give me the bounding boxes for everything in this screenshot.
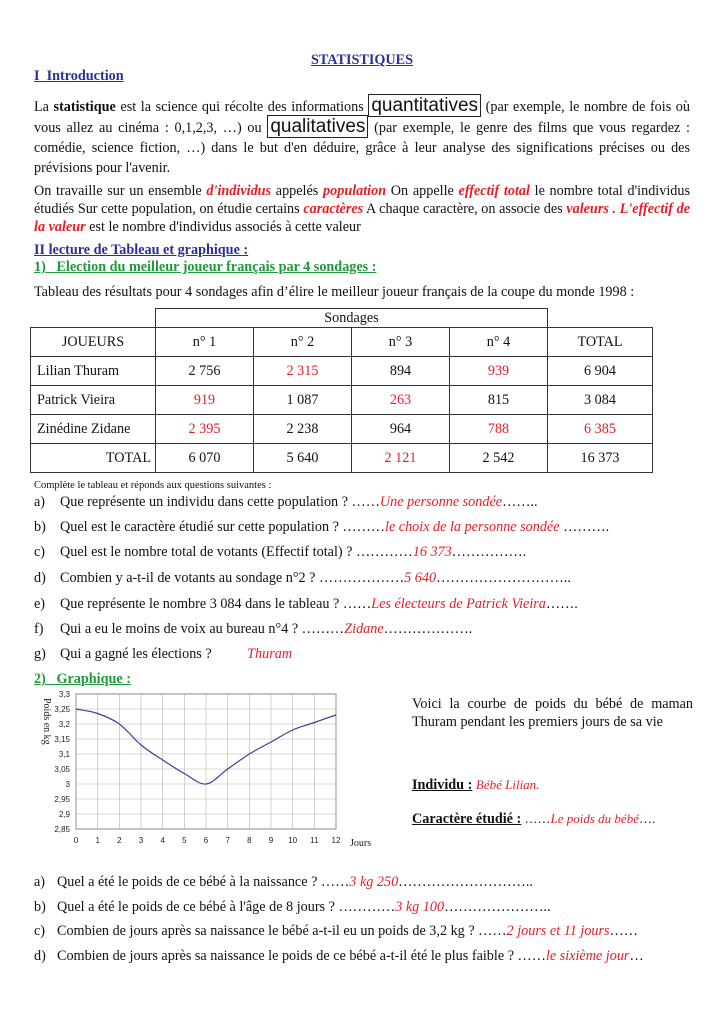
question-text: Qui a eu le moins de voix au bureau n°4 ? ……… <box>60 621 345 637</box>
chart-x-tick-label: 0 <box>73 836 79 845</box>
table-empty-corner <box>548 309 653 328</box>
question-number: a) <box>34 874 46 890</box>
question-g <box>34 646 292 663</box>
question-number: b) <box>34 519 46 535</box>
graph-question-c <box>34 923 638 940</box>
chart-x-tick-label: 4 <box>160 836 165 845</box>
table-cell: 894 <box>352 357 450 386</box>
chart-x-tick-label: 2 <box>117 836 122 845</box>
p1-text-2: est la science qui récolte des informations <box>115 99 369 115</box>
chart-y-tick-label: 3,3 <box>58 690 70 699</box>
table-cell-player: Patrick Vieira <box>31 386 156 415</box>
question-number: d) <box>34 948 46 964</box>
question-number: f) <box>34 621 44 637</box>
question-answer: le sixième jour <box>545 948 630 964</box>
intro-paragraph-1 <box>34 96 690 178</box>
question-tail: ……………………….. <box>436 570 571 586</box>
individu-line <box>412 777 539 794</box>
instructions: Complète le tableau et réponds aux questions suivantes : <box>34 480 272 491</box>
table-cell: 2 542 <box>450 444 548 473</box>
term-effectif-total: effectif total <box>458 183 530 199</box>
table-cell: 1 087 <box>254 386 352 415</box>
chart-y-tick-label: 2,9 <box>58 810 70 819</box>
table-cell-filled: 263 <box>352 386 450 415</box>
results-table <box>30 308 653 473</box>
table-cell: 2 238 <box>254 415 352 444</box>
question-tail: ………………….. <box>444 899 551 915</box>
table-cell-filled: 2 395 <box>156 415 254 444</box>
question-answer: Les électeurs de Patrick Vieira <box>371 596 546 612</box>
chart-y-tick-label: 3,1 <box>58 750 70 759</box>
graph-description: Voici la courbe de poids du bébé de maman Thuram pendant les premiers jours de sa vie <box>412 696 693 730</box>
graph-question-d <box>34 948 644 965</box>
question-text: Que représente un individu dans cette population ? …… <box>60 494 380 510</box>
term-qualitatives: qualitatives <box>267 115 368 138</box>
p2-text-1: On travaille sur un ensemble <box>34 183 207 199</box>
p2-text-4: le nombre total d'individus étudiés Sur cette population, on étudie certains <box>34 183 690 217</box>
term-population: population <box>323 183 387 199</box>
question-tail: ………………. <box>383 621 473 637</box>
caractere-value: Le poids du bébé <box>550 811 639 826</box>
table-cell: 2 756 <box>156 357 254 386</box>
table-cell-filled: 2 315 <box>254 357 352 386</box>
chart-grid <box>76 694 336 829</box>
individu-value: Bébé Lilian. <box>475 777 540 792</box>
section-tableau-heading: II lecture de Tableau et graphique : <box>34 242 249 258</box>
question-tail: …… <box>609 923 638 939</box>
question-b <box>34 519 609 536</box>
chart-y-tick-label: 3,05 <box>54 765 70 774</box>
subsection-election-heading: 1) Election du meilleur joueur français par 4 sondages : <box>34 259 377 275</box>
question-answer: Zidane <box>344 621 384 637</box>
table-cell: 6 070 <box>156 444 254 473</box>
table-intro: Tableau des résultats pour 4 sondages afin d’élire le meilleur joueur français de la coupe du monde 1998 : <box>34 284 635 300</box>
table-header-total: TOTAL <box>548 328 653 357</box>
caractere-tail: …. <box>638 811 656 826</box>
caractere-line <box>412 811 655 828</box>
question-text: Quel a été le poids de ce bébé à l'âge de 8 jours ? ………… <box>57 899 396 915</box>
table-group-header: Sondages <box>156 309 548 328</box>
question-tail: … <box>629 948 644 964</box>
table-cell-filled: 919 <box>156 386 254 415</box>
question-number: b) <box>34 899 46 915</box>
table-cell: 6 904 <box>548 357 653 386</box>
chart-x-tick-label: 9 <box>268 836 274 845</box>
question-answer: 2 jours et 11 jours <box>506 923 610 939</box>
term-valeurs: valeurs . L'effectif de la valeur <box>34 201 690 235</box>
table-header-n4: n° 4 <box>450 328 548 357</box>
table-header-n2: n° 2 <box>254 328 352 357</box>
question-text: Combien de jours après sa naissance le bébé a-t-il eu un poids de 3,2 kg ? …… <box>57 923 507 939</box>
table-cell-player: Lilian Thuram <box>31 357 156 386</box>
p1-text-3: (par exemple, le nombre de fois où vous allez au cinéma : 0,1,2,3, …) ou <box>34 99 690 136</box>
individu-label: Individu : <box>412 777 473 793</box>
question-number: e) <box>34 596 46 612</box>
question-text: Que représente le nombre 3 084 dans le tableau ? …… <box>60 596 372 612</box>
question-f <box>34 621 472 638</box>
page-title: STATISTIQUES <box>311 52 413 68</box>
chart-y-tick-label: 3,2 <box>58 720 70 729</box>
chart-y-tick-label: 2,85 <box>54 825 70 834</box>
table-cell: 815 <box>450 386 548 415</box>
table-cell-total-label: TOTAL <box>31 444 156 473</box>
question-text: Combien de jours après sa naissance le poids de ce bébé a-t-il été le plus faible ? …… <box>57 948 546 964</box>
chart-x-tick-label: 8 <box>247 836 252 845</box>
question-text: Qui a gagné les élections ? <box>60 646 248 662</box>
chart-y-tick-label: 3 <box>65 780 70 789</box>
question-d <box>34 570 571 587</box>
question-c <box>34 544 526 561</box>
table-cell-filled: 6 385 <box>548 415 653 444</box>
table-cell: 5 640 <box>254 444 352 473</box>
term-individus: d'individus <box>206 183 272 199</box>
question-number: g) <box>34 646 46 662</box>
question-e <box>34 596 578 613</box>
question-text: Quel est le nombre total de votants (Effectif total) ? ………… <box>60 544 413 560</box>
chart-y-tick-label: 3,15 <box>54 735 70 744</box>
question-tail: ……. <box>545 596 578 612</box>
caractere-prefix: …… <box>521 811 551 826</box>
question-text: Quel a été le poids de ce bébé à la naissance ? …… <box>57 874 350 890</box>
table-empty-corner <box>31 309 156 328</box>
table-cell: 3 084 <box>548 386 653 415</box>
p1-text-4: (par exemple, le genre des films que vous regardez : comédie, science fiction, …) dans le but d'en déduire, grâce à leur analyse des significations précises ou des prévisions pour l'avenir. <box>34 120 690 176</box>
table-cell-player: Zinédine Zidane <box>31 415 156 444</box>
table-header-n3: n° 3 <box>352 328 450 357</box>
chart-x-tick-label: 3 <box>138 836 144 845</box>
question-answer: Une personne sondée <box>379 494 503 510</box>
chart-x-tick-label: 12 <box>331 836 341 845</box>
table-header-joueurs: JOUEURS <box>31 328 156 357</box>
table-cell-filled: 939 <box>450 357 548 386</box>
chart-y-ticks <box>54 690 70 834</box>
table-header-n1: n° 1 <box>156 328 254 357</box>
chart-x-tick-label: 5 <box>182 836 187 845</box>
question-number: a) <box>34 494 46 510</box>
chart-y-tick-label: 2,95 <box>54 795 70 804</box>
term-caracteres: caractères <box>303 201 364 217</box>
question-answer: 16 373 <box>412 544 452 560</box>
table-cell: 16 373 <box>548 444 653 473</box>
question-answer: le choix de la personne sondée <box>385 519 560 535</box>
table-cell-filled: 788 <box>450 415 548 444</box>
table-cell: 964 <box>352 415 450 444</box>
chart-xlabel: Jours <box>350 838 372 849</box>
question-answer: Thuram <box>247 646 293 662</box>
p2-text-3: On appelle <box>386 183 459 199</box>
graph-question-a <box>34 874 533 891</box>
chart-x-tick-label: 1 <box>95 836 100 845</box>
chart-x-tick-label: 7 <box>225 836 230 845</box>
table-cell-filled: 2 121 <box>352 444 450 473</box>
chart-x-tick-label: 6 <box>203 836 209 845</box>
subsection-graphique-heading: 2) Graphique : <box>34 671 131 687</box>
chart-x-tick-label: 10 <box>288 836 298 845</box>
chart-y-tick-label: 3,25 <box>54 705 70 714</box>
weight-chart <box>34 686 372 854</box>
question-a <box>34 494 538 511</box>
question-tail: ………. <box>559 519 610 535</box>
term-quantitatives: quantitatives <box>368 94 481 117</box>
question-text: Quel est le caractère étudié sur cette population ? ……… <box>60 519 385 535</box>
section-intro-heading: I Introduction <box>34 68 124 84</box>
p2-text-5: A chaque caractère, on associe des <box>363 201 567 217</box>
p2-text-6: est le nombre d'individus associés à cette valeur <box>85 219 361 235</box>
question-number: c) <box>34 544 46 560</box>
question-number: d) <box>34 570 46 586</box>
intro-paragraph-2 <box>34 182 690 236</box>
p2-text-2: appelés <box>271 183 324 199</box>
graph-question-b <box>34 899 551 916</box>
question-number: c) <box>34 923 46 939</box>
p1-text-1: La <box>34 99 54 115</box>
question-answer: 3 kg 250 <box>349 874 399 890</box>
question-answer: 3 kg 100 <box>395 899 445 915</box>
question-tail: ……………. <box>451 544 527 560</box>
term-statistique: statistique <box>53 99 116 115</box>
question-tail: ……………………….. <box>398 874 533 890</box>
chart-ylabel: Poids en kg <box>41 698 52 745</box>
question-answer: 5 640 <box>404 570 437 586</box>
question-tail: …….. <box>502 494 538 510</box>
question-text: Combien y a-t-il de votants au sondage n°2 ? ……………… <box>60 570 405 586</box>
caractere-label: Caractère étudié : <box>412 811 522 827</box>
chart-x-ticks <box>74 836 341 845</box>
chart-x-tick-label: 11 <box>310 836 319 845</box>
